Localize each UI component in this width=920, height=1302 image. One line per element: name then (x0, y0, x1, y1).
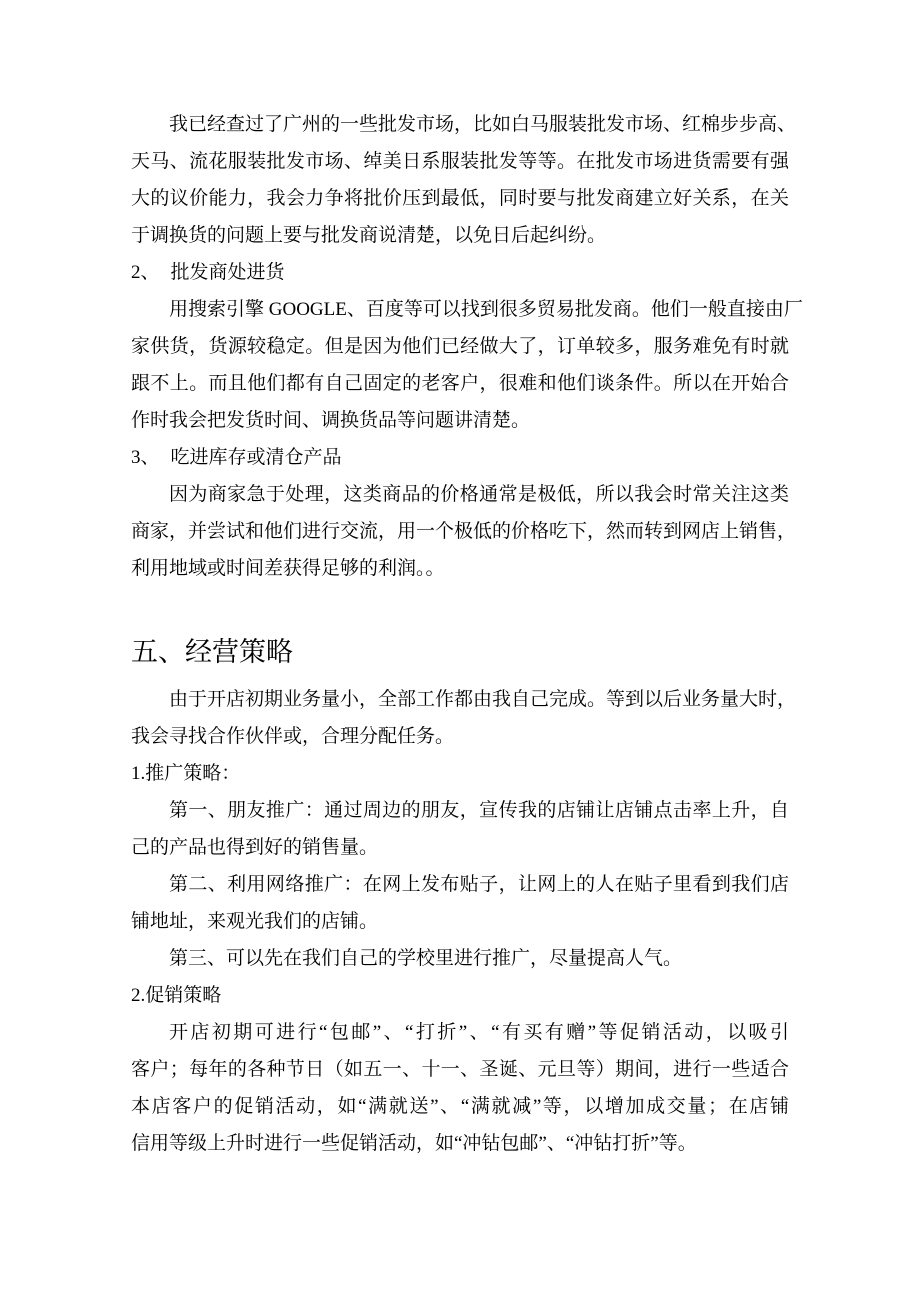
text-line: 商家，并尝试和他们进行交流，用一个极低的价格吃下，然而转到网店上销售， (131, 521, 797, 542)
text-line: 本店客户的促销活动，如“满就送”、“满就减”等，以增加成交量；在店铺 (131, 1096, 789, 1117)
text-line: 作时我会把发货时间、调换货品等问题讲清楚。 (131, 410, 531, 431)
list-item-wholesaler-sourcing (131, 254, 789, 291)
text-line: 因为商家急于处理，这类商品的价格通常是极低，所以我会时常关注这类 (169, 484, 789, 505)
list-item-number: 3、 (131, 447, 160, 468)
paragraph-strategy-intro (131, 681, 797, 755)
text-line: 己的产品也得到好的销售量。 (131, 837, 379, 858)
section-heading-operating-strategy: 五、经营策略 (131, 637, 293, 667)
paragraph-clearance-stock (131, 476, 797, 587)
list-item-clearance-stock (131, 439, 789, 476)
paragraph-wholesale-markets (131, 106, 797, 254)
text-line: 铺地址，来观光我们的店铺。 (131, 911, 379, 932)
text-line: 跟不上。而且他们都有自己固定的老客户，很难和他们谈条件。所以在开始合 (131, 373, 789, 394)
text-line: 于调换货的问题上要与批发商说清楚，以免日后起纠纷。 (131, 225, 607, 246)
text-line: 第二、利用网络推广：在网上发布贴子，让网上的人在贴子里看到我们店 (169, 874, 789, 895)
text-line: 大的议价能力，我会力争将批价压到最低，同时要与批发商建立好关系，在关 (131, 188, 789, 209)
paragraph-sales-promotions (131, 1014, 789, 1162)
list-item-text: 吃进库存或清仓产品 (170, 447, 342, 468)
subheading-promotion-strategy: 1.推广策略： (131, 763, 241, 784)
text-line: 利用地域或时间差获得足够的利润。。 (131, 558, 445, 579)
paragraph-promotion-online (131, 866, 789, 940)
text-line: 我已经查过了广州的一些批发市场，比如白马服装批发市场、红棉步步高、 (169, 114, 797, 135)
paragraph-wholesaler-sourcing (131, 291, 803, 439)
text-line: 用搜索引擎 GOOGLE、百度等可以找到很多贸易批发商。他们一般直接由厂 (169, 299, 803, 320)
text-line: 开店初期可进行“包邮”、“打折”、“有买有赠”等促销活动，以吸引 (169, 1022, 789, 1043)
list-item-number: 2、 (131, 262, 160, 283)
text-line: 第三、可以先在我们自己的学校里进行推广，尽量提高人气。 (169, 948, 683, 969)
paragraph-promotion-friends (131, 792, 789, 866)
text-line: 客户；每年的各种节日（如五一、十一、圣诞、元旦等）期间，进行一些适合 (131, 1059, 789, 1080)
subheading-sales-promotion-strategy: 2.促销策略 (131, 985, 222, 1006)
text-line: 信用等级上升时进行一些促销活动，如“冲钻包邮”、“冲钻打折”等。 (131, 1133, 697, 1154)
paragraph-promotion-school (131, 940, 789, 977)
text-line: 家供货，货源较稳定。但是因为他们已经做大了，订单较多，服务难免有时就 (131, 336, 789, 357)
text-line: 天马、流花服装批发市场、绰美日系服装批发等等。在批发市场进货需要有强 (131, 151, 789, 172)
text-line: 我会寻找合作伙伴或，合理分配任务。 (131, 726, 455, 747)
list-item-text: 批发商处进货 (170, 262, 285, 283)
text-line: 第一、朋友推广：通过周边的朋友，宣传我的店铺让店铺点击率上升，自 (169, 800, 789, 821)
text-line: 由于开店初期业务量小，全部工作都由我自己完成。等到以后业务量大时， (169, 689, 797, 710)
